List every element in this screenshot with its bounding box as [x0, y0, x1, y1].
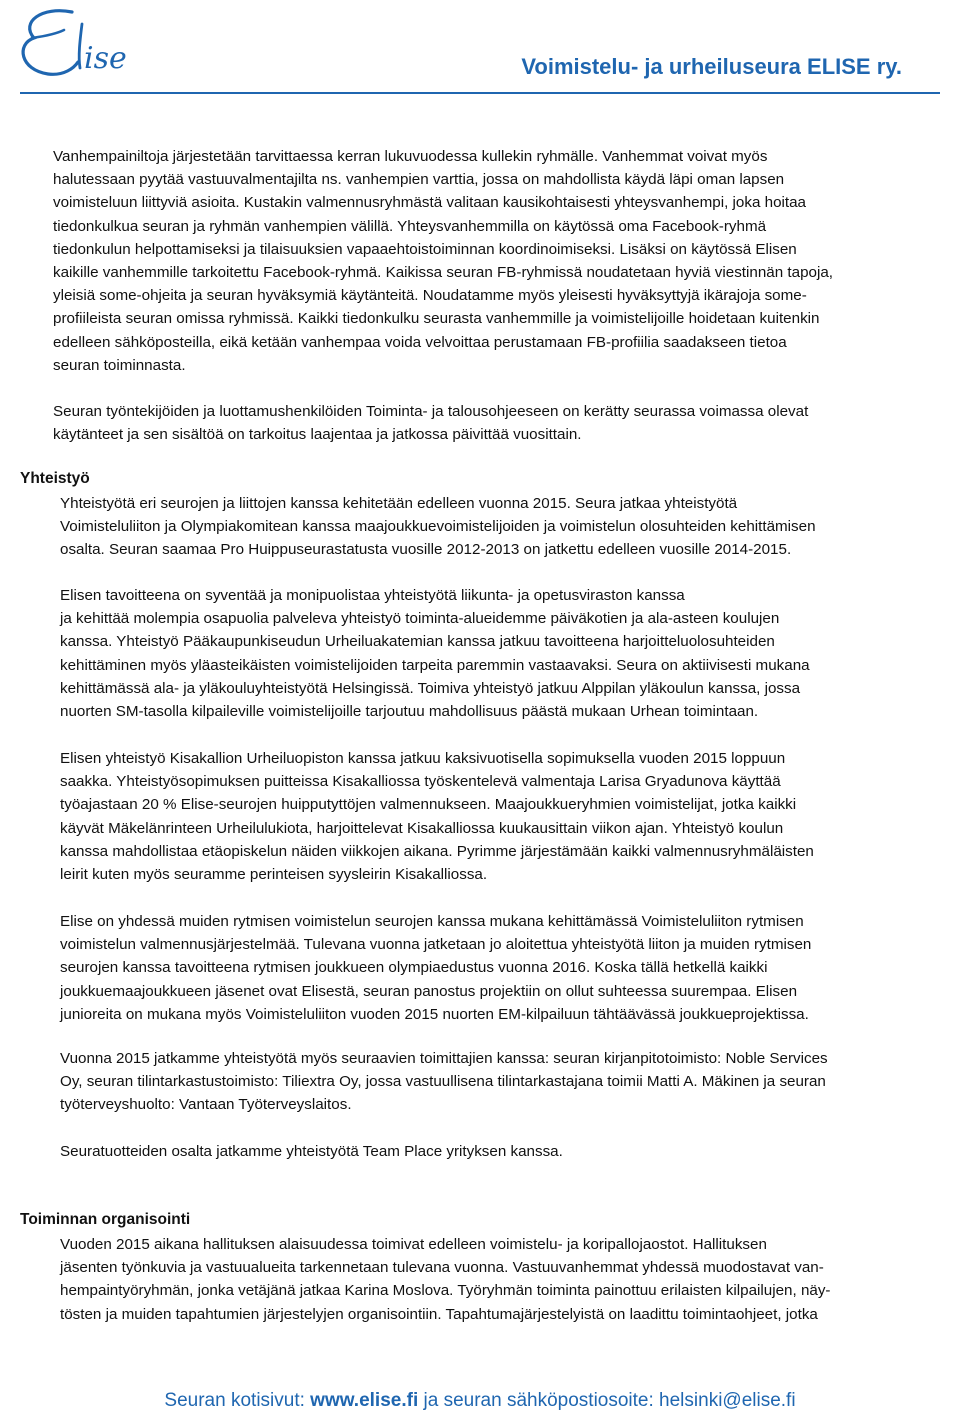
paragraph-guidelines: [0, 400, 913, 446]
text-line: voimistelun valmennusjärjestelmää. Tulevana vuonna jatketaan jo aloitettua yhteistyötä liiton ja muiden rytmisen: [60, 936, 812, 954]
text-line: Elisen yhteistyö Kisakallion Urheiluopiston kanssa jatkuu kaksivuotisella sopimuksella vuoden 2015 loppuun: [60, 750, 786, 767]
elise-logo: [12, 4, 152, 84]
text-line: seurojen kanssa tavoitteena rytmisen joukkueen olympiaedustus vuonna 2016. Koska tällä hetkellä kaikki: [60, 959, 768, 977]
text-line: kanssa. Yhteistyö Pääkaupunkiseudun Urheiluakatemian kanssa jatkuu tavoitteena harjoitteluolosuhteiden: [60, 633, 775, 651]
text-line: kanssa mahdollistaa etäopiskelun näiden viikkojen aikana. Pyrimme järjestämään kaikki valmennusryhmäläisten: [60, 842, 814, 860]
text-line: kehittäminen myös yläasteikäisten voimistelijoiden tarpeita paremmin vastaavaksi. Seura on aktiivisesti mukana: [60, 656, 810, 674]
text-line: Elise on yhdessä muiden rytmisen voimistelun seurojen kanssa mukana kehittämässä Voimisteluliiton rytmisen: [60, 913, 804, 930]
text-line: saakka. Yhteistyösopimuksen puitteissa Kisakalliossa työskentelevä valmentaja Larisa Gryadunova käyttää: [60, 773, 781, 791]
text-line: Vuoden 2015 aikana hallituksen alaisuudessa toimivat edelleen voimistelu- ja koripallojaostot. Hallituksen: [60, 1236, 767, 1253]
text-line: Seuran työntekijöiden ja luottamushenkilöiden Toiminta- ja talousohjeeseen on kerätty seurassa voimassa olevat: [53, 403, 809, 420]
paragraph-cooperation-3: [0, 747, 920, 886]
paragraph-cooperation-4: [0, 910, 920, 1026]
text-line: tiedonkulkua seuran ja ryhmän vanhempien välillä. Yhteysvanhemmilla on käytössä oma Facebook-ryhmä: [53, 217, 767, 235]
text-line: Vuonna 2015 jatkamme yhteistyötä myös seuraavien toimittajien kanssa: seuran kirjanpitotoimisto: Noble Services: [60, 1050, 828, 1067]
paragraph-cooperation-6: [0, 1140, 920, 1163]
paragraph-parents: [0, 145, 913, 377]
text-line: tiedonkulun helpottamiseksi ja tilaisuuksien vapaaehtoistoiminnan koordinoimiseksi. Lisäksi on käytössä Elisen: [53, 240, 797, 258]
text-line: Elisen tavoitteena on syventää ja monipuolistaa yhteistyötä liikunta- ja opetusviraston kanssa: [60, 587, 685, 604]
text-line: yleisiä some-ohjeita ja seuran hyväksymiä käytänteitä. Noudatamme myös yleisesti hyväksyttyjä ikärajoja some-: [53, 287, 807, 305]
section-heading-organisointi: Toiminnan organisointi: [20, 1211, 191, 1228]
website-link[interactable]: www.elise.fi: [310, 1390, 419, 1411]
section-heading-yhteistyo: Yhteistyö: [20, 470, 90, 487]
text-line: junioreita on mukana myös Voimisteluliiton vuoden 2015 nuorten EM-kilpailuun tähtäävässä joukkueprojektissa.: [60, 1005, 809, 1023]
footer-middle: ja seuran sähköpostiosoite:: [418, 1390, 660, 1411]
paragraph-cooperation-2: [0, 584, 920, 723]
text-line: Seuratuotteiden osalta jatkamme yhteistyötä Team Place yrityksen kanssa.: [60, 1143, 563, 1160]
text-line: leirit kuten myös seuramme perinteisen syysleirin Kisakalliossa.: [60, 866, 488, 884]
text-line: työterveyshuolto: Vantaan Työterveyslaitos.: [60, 1096, 352, 1114]
header-divider: [20, 92, 940, 94]
text-line: joukkuemaajoukkueen jäsenet ovat Elisestä, seuran panostus projektiin on ollut suhteessa suurempaa. Elisen: [60, 982, 798, 1000]
svg-text:ise: ise: [84, 41, 127, 76]
text-line: osalta. Seuran saamaa Pro Huippuseurastatusta vuosille 2012-2013 on jatkettu edelleen vuosille 2014-2015.: [60, 541, 792, 559]
text-line: jäsenten työnkuvia ja vastuualueita tarkennetaan tulevana vuonna. Vastuuvanhemmat yhdessä muodostavat van-: [60, 1259, 824, 1277]
text-line: ja kehittää molempia osapuolia palveleva yhteistyö toiminta-alueidemme päiväkotien ja ala-asteen koulujen: [60, 610, 780, 628]
text-line: Yhteistyötä eri seurojen ja liittojen kanssa kehitetään edelleen vuonna 2015. Seura jatkaa yhteistyötä: [60, 495, 738, 512]
text-line: Vanhempainiltoja järjestetään tarvittaessa kerran lukuvuodessa kullekin ryhmälle. Vanhemmat voivat myös: [53, 148, 768, 165]
text-line: käyvät Mäkelänrinteen Urheilulukiota, harjoittelevat Kisakalliossa kuukausittain viikon ajan. Yhteistyö koulun: [60, 819, 784, 837]
text-line: kehittämässä ala- ja yläkouluyhteistyötä Helsingissä. Toimiva yhteistyö jatkuu Alppilan yläkoulun kanssa, jossa: [60, 679, 801, 697]
text-line: profiileista seuran omissa ryhmissä. Kaikki tiedonkulku seurasta vanhemmille ja voimistelijoille hoidetaan kuitenkin: [53, 310, 820, 328]
text-line: tösten ja muiden tapahtumien järjestelyjen organisointiin. Tapahtumajärjestelyistä on laadittu toimintaohjeet, jotka: [60, 1305, 818, 1323]
text-line: käytänteet ja sen sisältöä on tarkoitus laajentaa ja jatkossa päivittää vuosittain.: [53, 426, 582, 444]
email-link[interactable]: helsinki@elise.fi: [659, 1390, 796, 1411]
text-line: voimisteluun liittyviä asioita. Kustakin valmennusryhmästä valitaan kausikohtaisesti yhteysvanhempi, joka hoitaa: [53, 194, 806, 212]
paragraph-cooperation-5: [0, 1047, 920, 1117]
text-line: kaikille vanhemmille tarkoitettu Facebook-ryhmä. Kaikissa seuran FB-ryhmissä noudatetaan hyviä viestinnän tapoja,: [53, 264, 833, 282]
text-line: hempaintyöryhmän, jonka vetäjänä jatkaa Karina Moslova. Työryhmän toiminta painottuu erilaisten kilpailujen, näy-: [60, 1282, 831, 1300]
page-footer: [0, 1390, 960, 1412]
paragraph-cooperation-1: [0, 492, 920, 562]
footer-prefix: Seuran kotisivut:: [164, 1390, 311, 1411]
text-line: Voimisteluliiton ja Olympiakomitean kanssa maajoukkuevoimistelijoiden ja voimistelun olosuhteiden kehittämisen: [60, 518, 816, 536]
paragraph-organisation: [0, 1233, 920, 1326]
text-line: halutessaan pyytää vastuuvalmentajilta ns. vanhempien varttia, jossa on mahdollista käydä läpi oman lapsen: [53, 171, 785, 189]
text-line: Oy, seuran tilintarkastustoimisto: Tiliextra Oy, jossa vastuullisena tilintarkastajana toimii Matti A. Mäkinen ja seuran: [60, 1073, 826, 1091]
text-line: työajastaan 20 % Elise-seurojen huipputyttöjen valmennukseen. Maajoukkueryhmien voimistelijat, jotka kaikki: [60, 796, 797, 814]
text-line: seuran toiminnasta.: [53, 356, 186, 374]
text-line: edelleen sähköposteilla, eikä ketään vanhempaa voida velvoittaa perustamaan FB-profiilia saadakseen tietoa: [53, 333, 787, 351]
text-line: nuorten SM-tasolla kilpaileville voimistelijoille tarjoutuu mahdollisuus päästä mukaan Urhean toimintaan.: [60, 703, 759, 721]
organization-name: Voimistelu- ja urheiluseura ELISE ry.: [521, 54, 902, 79]
